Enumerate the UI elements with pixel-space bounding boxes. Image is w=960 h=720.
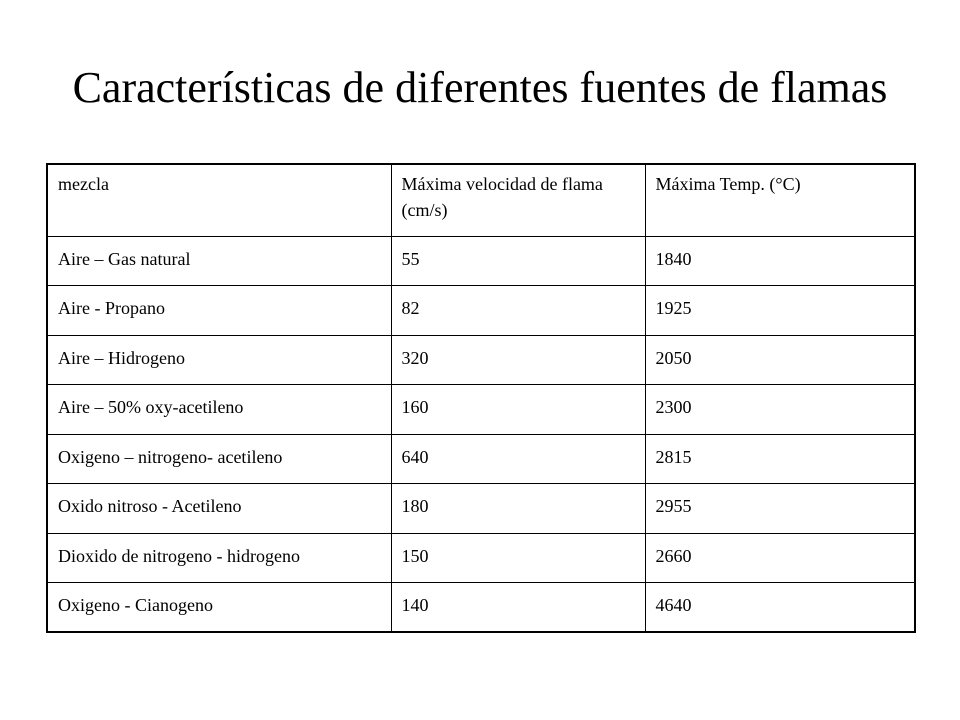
cell-velocity: 640 xyxy=(391,434,645,484)
cell-mezcla: Oxigeno – nitrogeno- acetileno xyxy=(47,434,391,484)
cell-velocity: 82 xyxy=(391,286,645,336)
column-header-max-temp: Máxima Temp. (°C) xyxy=(645,164,915,236)
table-row xyxy=(47,434,915,484)
cell-temperature: 1925 xyxy=(645,286,915,336)
cell-temperature: 2050 xyxy=(645,335,915,385)
column-header-mezcla: mezcla xyxy=(47,164,391,236)
cell-velocity: 140 xyxy=(391,583,645,633)
cell-velocity: 320 xyxy=(391,335,645,385)
flame-sources-table xyxy=(46,163,916,633)
table-row xyxy=(47,286,915,336)
cell-mezcla: Aire – Hidrogeno xyxy=(47,335,391,385)
cell-mezcla: Aire – Gas natural xyxy=(47,236,391,286)
cell-temperature: 1840 xyxy=(645,236,915,286)
cell-temperature: 4640 xyxy=(645,583,915,633)
cell-mezcla: Oxigeno - Cianogeno xyxy=(47,583,391,633)
table-row xyxy=(47,533,915,583)
table-row xyxy=(47,335,915,385)
cell-velocity: 55 xyxy=(391,236,645,286)
cell-temperature: 2660 xyxy=(645,533,915,583)
table-row xyxy=(47,583,915,633)
cell-mezcla: Dioxido de nitrogeno - hidrogeno xyxy=(47,533,391,583)
column-header-max-velocity: Máxima velocidad de flama (cm/s) xyxy=(391,164,645,236)
cell-velocity: 160 xyxy=(391,385,645,435)
cell-temperature: 2955 xyxy=(645,484,915,534)
cell-velocity: 150 xyxy=(391,533,645,583)
table-row xyxy=(47,385,915,435)
cell-mezcla: Aire - Propano xyxy=(47,286,391,336)
table-row xyxy=(47,236,915,286)
table-header-row xyxy=(47,164,915,236)
cell-velocity: 180 xyxy=(391,484,645,534)
cell-temperature: 2815 xyxy=(645,434,915,484)
table-row xyxy=(47,484,915,534)
cell-mezcla: Aire – 50% oxy-acetileno xyxy=(47,385,391,435)
page-title: Características de diferentes fuentes de flamas xyxy=(72,63,888,112)
cell-temperature: 2300 xyxy=(645,385,915,435)
cell-mezcla: Oxido nitroso - Acetileno xyxy=(47,484,391,534)
